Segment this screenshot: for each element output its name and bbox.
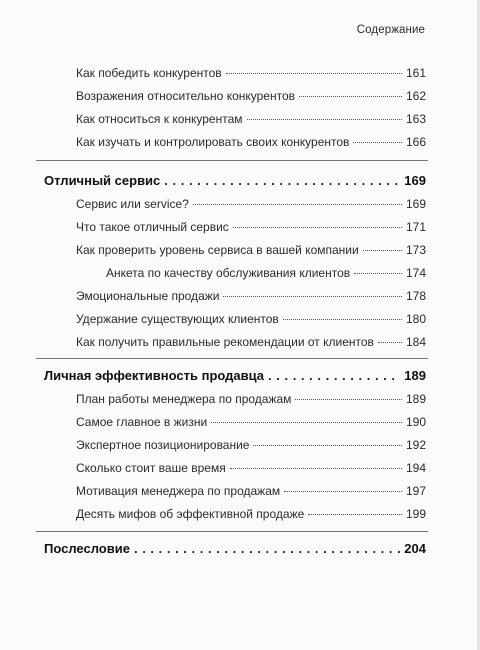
toc-chapter[interactable] (44, 173, 426, 188)
dot-leader (226, 72, 402, 74)
toc-entry-page: 163 (405, 112, 426, 126)
toc-entry-page: 184 (405, 335, 426, 349)
dot-leader (164, 173, 400, 188)
toc-entry-page: 197 (405, 484, 426, 498)
dot-leader (193, 203, 402, 205)
toc-entry-page: 178 (405, 289, 426, 303)
toc-entry-label: Что такое отличный сервис (76, 220, 229, 234)
dot-leader (295, 398, 402, 400)
dot-leader (253, 444, 401, 446)
toc-entry[interactable] (76, 197, 426, 211)
dot-leader (268, 368, 400, 383)
dot-leader (378, 341, 402, 343)
toc-entry[interactable] (76, 438, 426, 452)
toc-entry-page: 194 (405, 461, 426, 475)
toc-entry-page: 174 (405, 266, 426, 280)
dot-leader (233, 226, 402, 228)
toc-entry-label: Как проверить уровень сервиса в вашей компании (76, 243, 359, 257)
dot-leader (211, 421, 402, 423)
toc-entry-label: Мотивация менеджера по продажам (76, 484, 281, 498)
toc-entry[interactable] (76, 135, 426, 149)
toc-entry-label: Как изучать и контролировать своих конкурентов (76, 135, 350, 149)
dot-leader (308, 513, 402, 515)
toc-entry-page: 171 (405, 220, 426, 234)
toc-entry-page: 161 (405, 66, 426, 80)
toc-chapter-label: Послесловие (44, 541, 130, 556)
toc-entry-label: Десять мифов об эффективной продаже (76, 507, 305, 521)
toc-entry-label: Удержание существующих клиентов (76, 312, 279, 326)
toc-entry[interactable] (76, 392, 426, 406)
toc-entry-label: Самое главное в жизни (76, 415, 208, 429)
dot-leader (354, 272, 402, 274)
toc-chapter-label: Отличный сервис (44, 173, 161, 188)
toc-entry-page: 199 (405, 507, 426, 521)
toc-chapter-label: Личная эффективность продавца (44, 368, 265, 383)
dot-leader (283, 318, 402, 320)
dot-leader (284, 490, 402, 492)
toc-entry[interactable] (76, 461, 426, 475)
toc-entry-page: 169 (405, 197, 426, 211)
toc-chapter[interactable] (44, 541, 426, 556)
dot-leader (247, 118, 402, 120)
dot-leader (223, 295, 402, 297)
toc-entry[interactable] (106, 266, 426, 280)
toc-entry-label: Как получить правильные рекомендации от клиентов (76, 335, 374, 349)
toc-entry[interactable] (76, 415, 426, 429)
toc-entry[interactable] (76, 112, 426, 126)
toc-entry[interactable] (76, 220, 426, 234)
toc-entry[interactable] (76, 89, 426, 103)
toc-entry-label: Анкета по качеству обслуживания клиентов (106, 266, 351, 280)
dot-leader (299, 95, 402, 97)
toc-entry-label: Сервис или service? (76, 197, 189, 211)
toc-chapter-page: 189 (404, 368, 426, 383)
dot-leader (363, 249, 402, 251)
toc-entry[interactable] (76, 66, 426, 80)
toc-entry-page: 162 (405, 89, 426, 103)
toc-entry-page: 180 (405, 312, 426, 326)
toc-entry-page: 192 (405, 438, 426, 452)
toc-chapter-page: 169 (404, 173, 426, 188)
toc-entry-label: Экспертное позиционирование (76, 438, 250, 452)
toc-entry[interactable] (76, 335, 426, 349)
running-title: Содержание (356, 24, 425, 36)
toc-entry[interactable] (76, 289, 426, 303)
toc-entry-label: Как победить конкурентов (76, 66, 222, 80)
toc-entry[interactable] (76, 312, 426, 326)
toc-entry-label: План работы менеджера по продажам (76, 392, 292, 406)
section-divider (36, 160, 428, 161)
toc-chapter[interactable] (44, 368, 426, 383)
section-divider (36, 531, 428, 532)
toc-chapter-page: 204 (404, 541, 426, 556)
toc-entry-label: Как относиться к конкурентам (76, 112, 243, 126)
dot-leader (353, 141, 402, 143)
toc-entry-page: 173 (405, 243, 426, 257)
dot-leader (230, 467, 402, 469)
toc-entry-label: Сколько стоит ваше время (76, 461, 226, 475)
toc-entry-page: 166 (405, 135, 426, 149)
toc-entry[interactable] (76, 484, 426, 498)
toc-entry-page: 189 (405, 392, 426, 406)
toc-entry-label: Возражения относительно конкурентов (76, 89, 296, 103)
toc-entry[interactable] (76, 507, 426, 521)
toc-entry-label: Эмоциональные продажи (76, 289, 220, 303)
dot-leader (134, 541, 400, 556)
toc-entry-page: 190 (405, 415, 426, 429)
section-divider (36, 358, 428, 359)
toc-entry[interactable] (76, 243, 426, 257)
